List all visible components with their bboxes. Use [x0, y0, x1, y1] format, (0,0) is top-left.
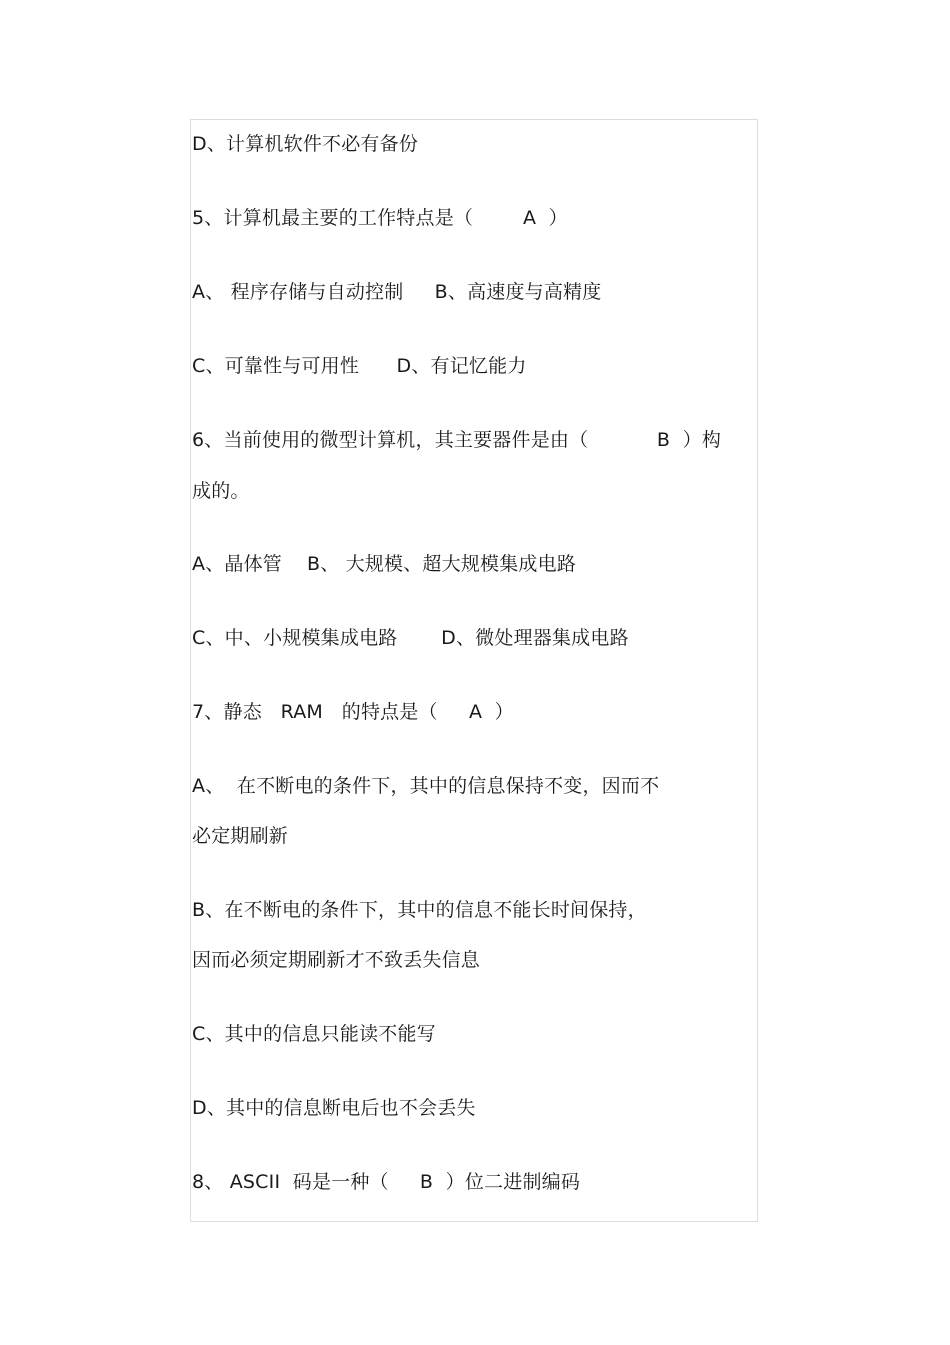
- options-cd-q5: C、可靠性与可用性 D、有记忆能力: [192, 355, 527, 377]
- question-6-continued: 成的。: [192, 480, 250, 502]
- question-8: 8、 ASCII 码是一种（ B ）位二进制编码: [192, 1171, 581, 1193]
- option-d-q7: D、其中的信息断电后也不会丢失: [192, 1097, 476, 1119]
- question-6: 6、当前使用的微型计算机，其主要器件是由（ B ）构: [192, 429, 722, 451]
- question-5: 5、计算机最主要的工作特点是（ A ）: [192, 207, 568, 229]
- options-ab-q6: A、晶体管 B、 大规模、超大规模集成电路: [192, 553, 577, 575]
- option-d-q4: D、计算机软件不必有备份: [192, 133, 419, 155]
- option-b-q7: B、在不断电的条件下，其中的信息不能长时间保持，: [192, 899, 647, 921]
- option-a-q7: A、 在不断电的条件下，其中的信息保持不变，因而不: [192, 775, 660, 797]
- option-c-q7: C、其中的信息只能读不能写: [192, 1023, 436, 1045]
- options-ab-q5: A、 程序存储与自动控制 B、高速度与高精度: [192, 281, 602, 303]
- option-a-q7-continued: 必定期刷新: [192, 825, 289, 847]
- option-b-q7-continued: 因而必须定期刷新才不致丢失信息: [192, 949, 481, 971]
- question-7: 7、静态 RAM 的特点是（ A ）: [192, 701, 514, 723]
- options-cd-q6: C、中、小规模集成电路 D、微处理器集成电路: [192, 627, 629, 649]
